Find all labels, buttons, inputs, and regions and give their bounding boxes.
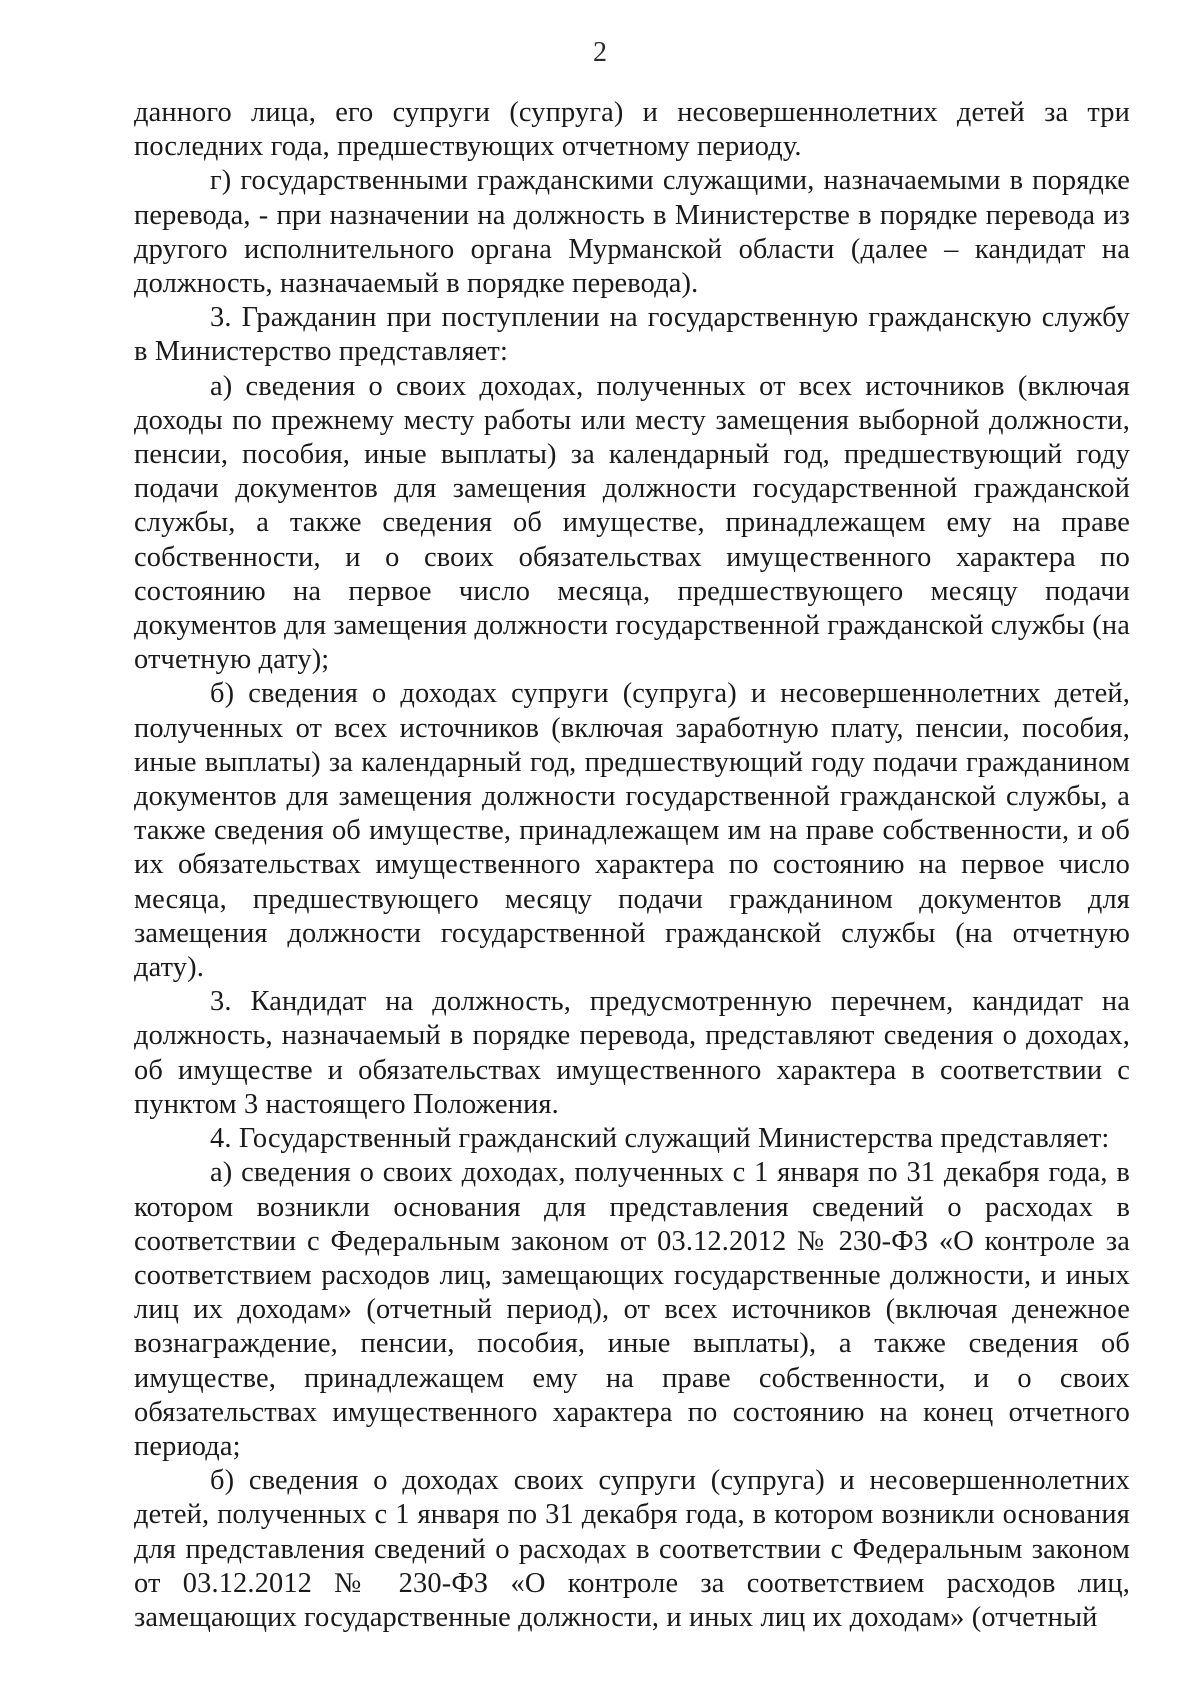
paragraph-item-3-a: а) сведения о своих доходах, полученных от всех источников (включая доходы по прежнему месту работы или месту замещения выборной должности, пенсии, пособия, иные выплаты) за календарный год, предшествующий году подачи документов для замещения должности государственной гражданской службы, а также сведения об имуществе, принадлежащем ему на праве собственности, и о своих обязательствах имущественного характера по состоянию на первое число месяца, предшествующего месяцу подачи документов для замещения должности государственной гражданской службы (на отчетную дату);: [134, 370, 1130, 676]
paragraph-item-4: 4. Государственный гражданский служащий Министерства представляет:: [210, 1123, 1110, 1155]
paragraph-item-3: 3. Гражданин при поступлении на государственную гражданскую службу в Министерство представляет:: [134, 302, 1130, 368]
paragraph-item-4-a: а) сведения о своих доходах, полученных с 1 января по 31 декабря года, в котором возникли основания для представления сведений о расходах в соответствии с Федеральным законом от 03.12.2012 № 230-ФЗ «О контроле за соответствием расходов лиц, замещающих государственные должности, и иных лиц их доходам» (отчетный период), от всех источников (включая денежное вознаграждение, пенсии, пособия, иные выплаты), а также сведения об имуществе, принадлежащем ему на праве собственности, и о своих обязательствах имущественного характера по состоянию на конец отчетного периода;: [134, 1157, 1130, 1462]
page-number: 2: [593, 37, 607, 68]
document-body: [134, 96, 1130, 1635]
paragraph-continuation: данного лица, его супруги (супруга) и несовершеннолетних детей за три последних года, предшествующих отчетному периоду.: [134, 97, 1130, 163]
paragraph-item-3-candidate: 3. Кандидат на должность, предусмотренную перечнем, кандидат на должность, назначаемый в порядке перевода, представляют сведения о доходах, об имуществе и обязательствах имущественного характера в соответствии с пунктом 3 настоящего Положения.: [134, 986, 1130, 1120]
paragraph-item-3-b: б) сведения о доходах супруги (супруга) и несовершеннолетних детей, полученных от всех источников (включая заработную плату, пенсии, пособия, иные выплаты) за календарный год, предшествующий году подачи гражданином документов для замещения должности государственной гражданской службы, а также сведения об имуществе, принадлежащем им на праве собственности, и об их обязательствах имущественного характера по состоянию на первое число месяца, предшествующего месяцу подачи гражданином документов для замещения должности государственной гражданской службы (на отчетную дату).: [134, 678, 1130, 984]
paragraph-subitem-g: г) государственными гражданскими служащими, назначаемыми в порядке перевода, - при назначении на должность в Министерстве в порядке перевода из другого исполнительного органа Мурманской области (далее – кандидат на должность, назначаемый в порядке перевода).: [134, 165, 1130, 300]
paragraph-item-4-b: б) сведения о доходах своих супруги (супруга) и несовершеннолетних детей, полученных с 1 января по 31 декабря года, в котором возникли основания для представления сведений о расходах в соответствии с Федеральным законом от 03.12.2012 № 230-ФЗ «О контроле за соответствием расходов лиц, замещающих государственные должности, и иных лиц их доходам» (отчетный: [134, 1465, 1130, 1633]
